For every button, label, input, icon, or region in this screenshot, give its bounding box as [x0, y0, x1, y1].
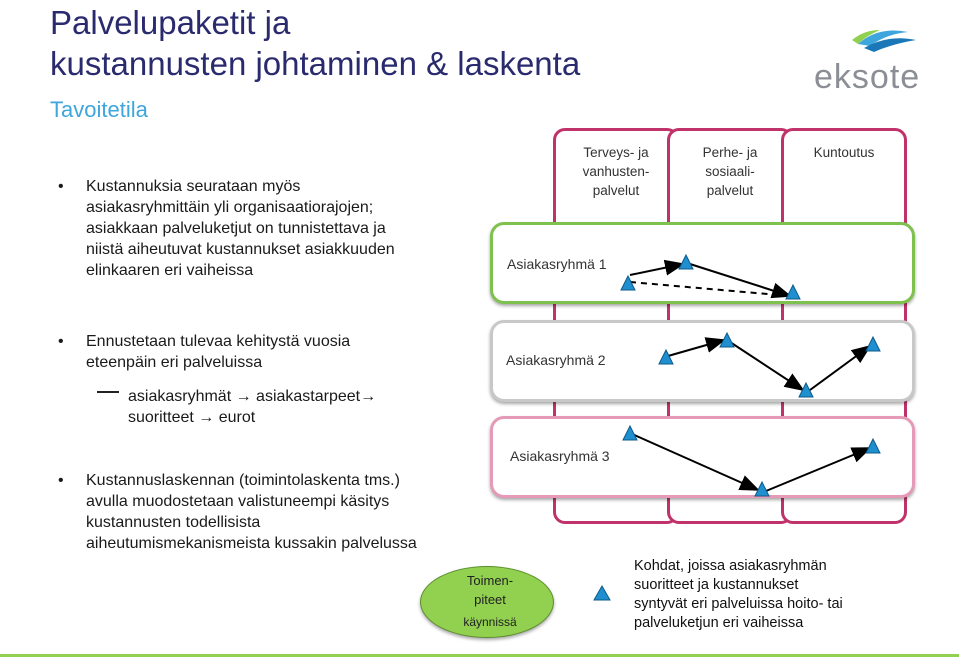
- title-line-1: Palvelupaketit ja: [50, 4, 291, 41]
- legend-line: Kohdat, joissa asiakasryhmän: [634, 558, 827, 574]
- subtitle: Tavoitetila: [50, 97, 148, 122]
- triangle-marker-icon: [659, 350, 673, 364]
- bullet-1-line: asiakkaan palveluketjut on tunnistettava ja: [86, 220, 386, 237]
- row-label-2: Asiakasryhmä 2: [506, 352, 606, 368]
- arrow-line: [766, 448, 870, 491]
- logo-text: eksote: [814, 58, 921, 96]
- bullet-dot: •: [58, 333, 64, 350]
- arrow-line: [632, 434, 758, 490]
- column-label-line: palvelut: [592, 183, 640, 198]
- row-label-3: Asiakasryhmä 3: [510, 448, 610, 464]
- legend-line: palveluketjun eri vaiheissa: [634, 615, 804, 631]
- arrow-line: [630, 264, 683, 275]
- row-label-1: Asiakasryhmä 1: [507, 256, 607, 272]
- triangle-marker-icon: [623, 426, 637, 440]
- bullet-1-line: elinkaaren eri vaiheissa: [86, 262, 254, 279]
- triangle-marker-icon: [786, 285, 800, 299]
- sub-bullet-line: asiakasryhmät → asiakastarpeet→: [128, 388, 377, 405]
- oval-text: [450, 571, 530, 609]
- arrow-line: [730, 342, 803, 390]
- bullet-3-line: Kustannuslaskennan (toimintolaskenta tms.): [86, 472, 400, 489]
- sub-bullet-line: suoritteet → eurot: [128, 409, 256, 426]
- legend-line: syntyvät eri palveluissa hoito- tai: [634, 596, 843, 612]
- oval-text-line: piteet: [474, 592, 506, 607]
- column-label-line: Terveys- ja: [583, 145, 649, 160]
- bullet-3-line: avulla muodostetaan valistuneempi käsitys: [86, 493, 390, 510]
- arrow-line: [668, 340, 724, 356]
- column-label-line: palvelut: [706, 183, 754, 198]
- bullet-3-line: aiheutumismekanismeista kussakin palvelussa: [86, 535, 417, 552]
- bullet-1-line: Kustannuksia seurataan myös: [86, 178, 301, 195]
- column-label-line: Kuntoutus: [813, 145, 875, 160]
- legend-triangle-marker-icon: [594, 586, 610, 600]
- bullet-3-line: kustannusten todellisista: [86, 514, 261, 531]
- title-line-2: kustannusten johtaminen & laskenta: [50, 45, 581, 82]
- triangle-marker-icon: [866, 337, 880, 351]
- legend-text: [634, 557, 944, 633]
- legend-line: suoritteet ja kustannukset: [634, 577, 799, 593]
- column-label-line: vanhusten-: [582, 164, 650, 179]
- bullet-dot: •: [58, 472, 64, 489]
- bullet-dot: •: [58, 178, 64, 195]
- oval-status: käynnissä: [463, 615, 517, 629]
- column-label-line: sosiaali-: [705, 164, 755, 179]
- column-label-line: Perhe- ja: [702, 145, 758, 160]
- oval-text-line: Toimen-: [466, 573, 514, 588]
- bottom-divider: [0, 654, 959, 657]
- arrow-line: [810, 346, 870, 390]
- triangle-marker-icon: [679, 255, 693, 269]
- bullet-2-line: Ennustetaan tulevaa kehitystä vuosia: [86, 333, 351, 350]
- triangle-marker-icon: [866, 439, 880, 453]
- bullet-1-line: asiakasryhmittäin yli organisaatiorajojen;: [86, 199, 374, 216]
- bullet-1-line: niistä aiheutuvat kustannukset asiakkuuden: [86, 241, 395, 258]
- bullet-2-line: eteenpäin eri palveluissa: [86, 354, 263, 371]
